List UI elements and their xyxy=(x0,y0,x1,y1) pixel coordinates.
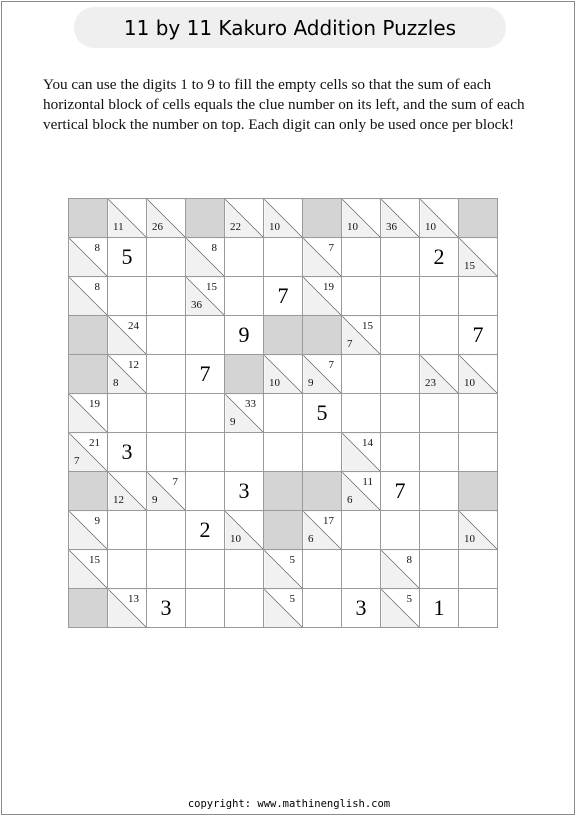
entry-cell[interactable] xyxy=(420,550,459,589)
entry-cell[interactable] xyxy=(108,433,147,472)
entry-cell[interactable] xyxy=(147,238,186,277)
given-digit: 1 xyxy=(433,595,445,620)
down-clue: 12 xyxy=(113,494,124,506)
down-clue: 10 xyxy=(269,377,280,389)
clue-cell xyxy=(186,238,225,277)
given-digit: 9 xyxy=(238,322,250,347)
entry-cell[interactable] xyxy=(108,394,147,433)
down-clue: 7 xyxy=(347,338,353,350)
entry-cell[interactable] xyxy=(303,589,342,628)
clue-cell xyxy=(342,199,381,238)
down-clue: 10 xyxy=(425,221,436,233)
down-clue: 22 xyxy=(230,221,241,233)
clue-cell xyxy=(69,511,108,550)
across-clue: 11 xyxy=(362,476,373,488)
clue-cell xyxy=(69,433,108,472)
grid-row xyxy=(69,355,498,394)
entry-cell[interactable] xyxy=(420,394,459,433)
given-digit: 3 xyxy=(160,595,172,620)
across-clue: 19 xyxy=(323,281,334,293)
down-clue: 7 xyxy=(74,455,80,467)
grid-row xyxy=(69,433,498,472)
entry-cell[interactable] xyxy=(459,277,498,316)
blocked-cell xyxy=(225,355,264,394)
clue-cell xyxy=(225,199,264,238)
grid-row xyxy=(69,394,498,433)
entry-cell[interactable] xyxy=(186,433,225,472)
clue-cell xyxy=(303,511,342,550)
down-clue: 9 xyxy=(152,494,158,506)
given-digit: 3 xyxy=(121,439,133,464)
kakuro-table xyxy=(68,198,498,628)
down-clue: 10 xyxy=(269,221,280,233)
entry-cell[interactable] xyxy=(342,589,381,628)
down-clue: 10 xyxy=(464,377,475,389)
blocked-cell xyxy=(264,472,303,511)
entry-cell[interactable] xyxy=(264,238,303,277)
blocked-cell xyxy=(303,316,342,355)
entry-cell[interactable] xyxy=(342,394,381,433)
entry-cell[interactable] xyxy=(147,589,186,628)
blocked-cell xyxy=(186,199,225,238)
clue-cell xyxy=(147,199,186,238)
down-clue: 6 xyxy=(347,494,353,506)
grid-row xyxy=(69,589,498,628)
across-clue: 5 xyxy=(289,554,295,566)
blocked-cell xyxy=(459,199,498,238)
entry-cell[interactable] xyxy=(186,355,225,394)
given-digit: 5 xyxy=(316,400,328,425)
entry-cell[interactable] xyxy=(186,511,225,550)
down-clue: 15 xyxy=(464,260,475,272)
grid-row xyxy=(69,511,498,550)
down-clue: 10 xyxy=(347,221,358,233)
entry-cell[interactable] xyxy=(459,316,498,355)
clue-cell xyxy=(264,355,303,394)
entry-cell[interactable] xyxy=(420,316,459,355)
down-clue: 6 xyxy=(308,533,314,545)
entry-cell[interactable] xyxy=(420,277,459,316)
entry-cell[interactable] xyxy=(147,394,186,433)
given-digit: 7 xyxy=(277,283,289,308)
entry-cell[interactable] xyxy=(381,355,420,394)
entry-cell[interactable] xyxy=(225,433,264,472)
given-digit: 2 xyxy=(433,244,445,269)
down-clue: 23 xyxy=(425,377,436,389)
entry-cell[interactable] xyxy=(342,511,381,550)
entry-cell[interactable] xyxy=(459,550,498,589)
grid-row xyxy=(69,550,498,589)
clue-cell xyxy=(342,316,381,355)
across-clue: 5 xyxy=(289,593,295,605)
down-clue: 9 xyxy=(230,416,236,428)
grid-row xyxy=(69,277,498,316)
across-clue: 33 xyxy=(245,398,256,410)
across-clue: 19 xyxy=(89,398,100,410)
clue-cell xyxy=(69,277,108,316)
blocked-cell xyxy=(459,472,498,511)
page-title: 11 by 11 Kakuro Addition Puzzles xyxy=(74,7,506,48)
across-clue: 13 xyxy=(128,593,139,605)
entry-cell[interactable] xyxy=(420,589,459,628)
given-digit: 7 xyxy=(394,478,406,503)
clue-cell xyxy=(381,550,420,589)
entry-cell[interactable] xyxy=(420,472,459,511)
across-clue: 12 xyxy=(128,359,139,371)
blocked-cell xyxy=(69,355,108,394)
entry-cell[interactable] xyxy=(342,355,381,394)
entry-cell[interactable] xyxy=(147,277,186,316)
blocked-cell xyxy=(264,511,303,550)
entry-cell[interactable] xyxy=(186,589,225,628)
entry-cell[interactable] xyxy=(303,433,342,472)
clue-cell xyxy=(381,199,420,238)
clue-cell xyxy=(303,277,342,316)
down-clue: 26 xyxy=(152,221,163,233)
kakuro-grid xyxy=(68,198,498,628)
entry-cell[interactable] xyxy=(381,316,420,355)
clue-cell xyxy=(264,589,303,628)
clue-cell xyxy=(459,511,498,550)
across-clue: 8 xyxy=(211,242,217,254)
entry-cell[interactable] xyxy=(381,511,420,550)
across-clue: 24 xyxy=(128,320,139,332)
grid-row xyxy=(69,472,498,511)
across-clue: 15 xyxy=(362,320,373,332)
entry-cell[interactable] xyxy=(420,511,459,550)
given-digit: 3 xyxy=(355,595,367,620)
entry-cell[interactable] xyxy=(381,433,420,472)
entry-cell[interactable] xyxy=(186,550,225,589)
clue-cell xyxy=(108,472,147,511)
clue-cell xyxy=(108,316,147,355)
across-clue: 17 xyxy=(323,515,334,527)
blocked-cell xyxy=(303,472,342,511)
blocked-cell xyxy=(69,472,108,511)
across-clue: 8 xyxy=(406,554,412,566)
across-clue: 5 xyxy=(406,593,412,605)
clue-cell xyxy=(108,355,147,394)
grid-row xyxy=(69,199,498,238)
down-clue: 10 xyxy=(230,533,241,545)
entry-cell[interactable] xyxy=(303,394,342,433)
blocked-cell xyxy=(69,199,108,238)
entry-cell[interactable] xyxy=(225,238,264,277)
given-digit: 2 xyxy=(199,517,211,542)
entry-cell[interactable] xyxy=(225,277,264,316)
clue-cell xyxy=(186,277,225,316)
entry-cell[interactable] xyxy=(225,316,264,355)
down-clue: 11 xyxy=(113,221,124,233)
entry-cell[interactable] xyxy=(108,277,147,316)
entry-cell[interactable] xyxy=(264,433,303,472)
entry-cell[interactable] xyxy=(381,394,420,433)
entry-cell[interactable] xyxy=(108,238,147,277)
clue-cell xyxy=(69,394,108,433)
blocked-cell xyxy=(69,589,108,628)
entry-cell[interactable] xyxy=(108,550,147,589)
entry-cell[interactable] xyxy=(147,316,186,355)
entry-cell[interactable] xyxy=(342,238,381,277)
entry-cell[interactable] xyxy=(381,472,420,511)
given-digit: 7 xyxy=(199,361,211,386)
clue-cell xyxy=(459,238,498,277)
entry-cell[interactable] xyxy=(420,238,459,277)
clue-cell xyxy=(225,511,264,550)
entry-cell[interactable] xyxy=(225,472,264,511)
clue-cell xyxy=(108,199,147,238)
clue-cell xyxy=(147,472,186,511)
entry-cell[interactable] xyxy=(264,394,303,433)
entry-cell[interactable] xyxy=(147,433,186,472)
entry-cell[interactable] xyxy=(225,589,264,628)
across-clue: 7 xyxy=(328,359,334,371)
entry-cell[interactable] xyxy=(342,550,381,589)
clue-cell xyxy=(69,238,108,277)
given-digit: 7 xyxy=(472,322,484,347)
grid-row xyxy=(69,238,498,277)
down-clue: 10 xyxy=(464,533,475,545)
entry-cell[interactable] xyxy=(186,394,225,433)
entry-cell[interactable] xyxy=(342,277,381,316)
instructions-text: You can use the digits 1 to 9 to fill the empty cells so that the sum of each horizontal block of cells equals the clue number on its left, and the sum of each vertical block the number on top. Each digit can only be used once per block! xyxy=(43,76,525,133)
blocked-cell xyxy=(69,316,108,355)
clue-cell xyxy=(108,589,147,628)
clue-cell xyxy=(303,355,342,394)
entry-cell[interactable] xyxy=(459,394,498,433)
entry-cell[interactable] xyxy=(147,355,186,394)
entry-cell[interactable] xyxy=(381,277,420,316)
entry-cell[interactable] xyxy=(147,550,186,589)
entry-cell[interactable] xyxy=(225,550,264,589)
grid-row xyxy=(69,316,498,355)
entry-cell[interactable] xyxy=(459,589,498,628)
across-clue: 7 xyxy=(328,242,334,254)
across-clue: 8 xyxy=(94,242,100,254)
given-digit: 5 xyxy=(121,244,133,269)
given-digit: 3 xyxy=(238,478,250,503)
entry-cell[interactable] xyxy=(381,238,420,277)
down-clue: 9 xyxy=(308,377,314,389)
entry-cell[interactable] xyxy=(459,433,498,472)
clue-cell xyxy=(381,589,420,628)
down-clue: 8 xyxy=(113,377,119,389)
across-clue: 14 xyxy=(362,437,373,449)
clue-cell xyxy=(420,355,459,394)
down-clue: 36 xyxy=(386,221,397,233)
entry-cell[interactable] xyxy=(264,277,303,316)
blocked-cell xyxy=(303,199,342,238)
clue-cell xyxy=(303,238,342,277)
across-clue: 9 xyxy=(94,515,100,527)
clue-cell xyxy=(459,355,498,394)
clue-cell xyxy=(342,433,381,472)
across-clue: 8 xyxy=(94,281,100,293)
entry-cell[interactable] xyxy=(420,433,459,472)
clue-cell xyxy=(420,199,459,238)
entry-cell[interactable] xyxy=(186,472,225,511)
entry-cell[interactable] xyxy=(108,511,147,550)
across-clue: 21 xyxy=(89,437,100,449)
across-clue: 15 xyxy=(89,554,100,566)
down-clue: 36 xyxy=(191,299,202,311)
blocked-cell xyxy=(264,316,303,355)
clue-cell xyxy=(264,199,303,238)
clue-cell xyxy=(342,472,381,511)
entry-cell[interactable] xyxy=(186,316,225,355)
copyright-footer: copyright: www.mathinenglish.com xyxy=(187,798,391,810)
entry-cell[interactable] xyxy=(147,511,186,550)
across-clue: 7 xyxy=(172,476,178,488)
entry-cell[interactable] xyxy=(303,550,342,589)
clue-cell xyxy=(225,394,264,433)
clue-cell xyxy=(69,550,108,589)
clue-cell xyxy=(264,550,303,589)
across-clue: 15 xyxy=(206,281,217,293)
